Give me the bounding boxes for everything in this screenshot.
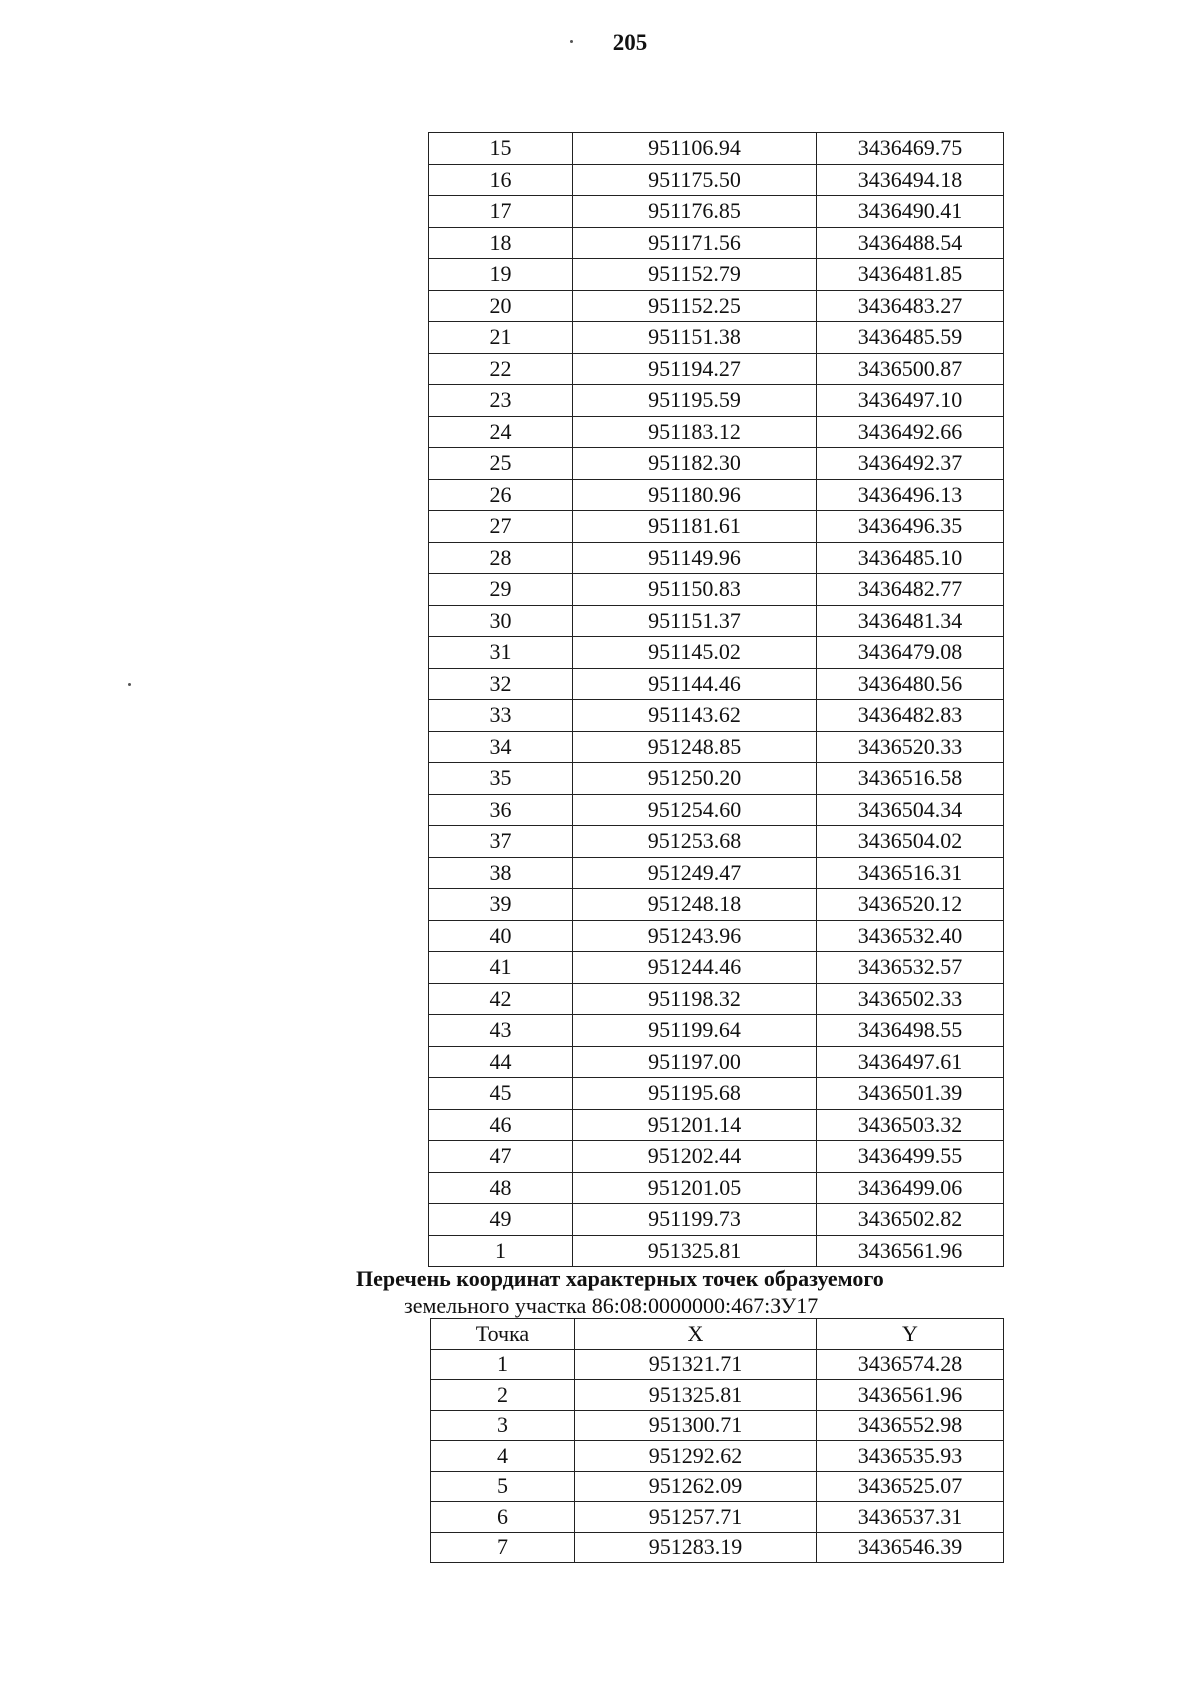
table-row <box>429 1078 1004 1110</box>
table-row <box>429 857 1004 889</box>
y-coordinate-cell: 3436546.39 <box>817 1532 1004 1563</box>
point-number-cell: 7 <box>431 1532 575 1563</box>
table-caption-line2: земельного участка 86:08:0000000:467:ЗУ17 <box>404 1293 819 1318</box>
table-row <box>429 448 1004 480</box>
y-coordinate-cell: 3436561.96 <box>817 1235 1004 1267</box>
x-coordinate-cell: 951181.61 <box>573 511 817 543</box>
table-row <box>429 794 1004 826</box>
point-number-cell: 29 <box>429 574 573 606</box>
x-coordinate-cell: 951325.81 <box>573 1235 817 1267</box>
y-coordinate-cell: 3436525.07 <box>817 1471 1004 1502</box>
table-row <box>429 983 1004 1015</box>
x-coordinate-cell: 951144.46 <box>573 668 817 700</box>
x-coordinate-cell: 951201.14 <box>573 1109 817 1141</box>
point-number-cell: 40 <box>429 920 573 952</box>
y-coordinate-cell: 3436520.33 <box>817 731 1004 763</box>
point-number-cell: 30 <box>429 605 573 637</box>
x-coordinate-cell: 951300.71 <box>575 1410 817 1441</box>
table-row <box>429 574 1004 606</box>
y-coordinate-cell: 3436537.31 <box>817 1502 1004 1533</box>
point-number-cell: 5 <box>431 1471 575 1502</box>
x-coordinate-cell: 951243.96 <box>573 920 817 952</box>
y-coordinate-cell: 3436492.66 <box>817 416 1004 448</box>
point-number-cell: 31 <box>429 637 573 669</box>
table-header-row <box>431 1319 1004 1350</box>
table-row <box>429 952 1004 984</box>
x-coordinate-cell: 951175.50 <box>573 164 817 196</box>
point-number-cell: 24 <box>429 416 573 448</box>
table-row <box>429 322 1004 354</box>
x-coordinate-cell: 951195.68 <box>573 1078 817 1110</box>
x-coordinate-cell: 951202.44 <box>573 1141 817 1173</box>
x-coordinate-cell: 951182.30 <box>573 448 817 480</box>
table-row <box>429 227 1004 259</box>
table-row <box>429 542 1004 574</box>
table-row <box>429 920 1004 952</box>
x-coordinate-cell: 951143.62 <box>573 700 817 732</box>
table-row <box>429 1204 1004 1236</box>
x-coordinate-cell: 951257.71 <box>575 1502 817 1533</box>
table-row <box>429 1015 1004 1047</box>
point-number-cell: 28 <box>429 542 573 574</box>
point-number-cell: 42 <box>429 983 573 1015</box>
table-row <box>431 1380 1004 1411</box>
table-row <box>429 889 1004 921</box>
table-row <box>431 1471 1004 1502</box>
y-coordinate-cell: 3436501.39 <box>817 1078 1004 1110</box>
x-coordinate-cell: 951152.79 <box>573 259 817 291</box>
x-coordinate-cell: 951152.25 <box>573 290 817 322</box>
x-coordinate-cell: 951249.47 <box>573 857 817 889</box>
table-row <box>429 1172 1004 1204</box>
y-coordinate-cell: 3436499.55 <box>817 1141 1004 1173</box>
y-coordinate-cell: 3436532.57 <box>817 952 1004 984</box>
x-coordinate-cell: 951253.68 <box>573 826 817 858</box>
y-coordinate-cell: 3436535.93 <box>817 1441 1004 1472</box>
x-coordinate-cell: 951195.59 <box>573 385 817 417</box>
table-row <box>429 385 1004 417</box>
point-number-cell: 45 <box>429 1078 573 1110</box>
x-coordinate-cell: 951262.09 <box>575 1471 817 1502</box>
x-coordinate-cell: 951106.94 <box>573 133 817 165</box>
table-row <box>429 826 1004 858</box>
y-coordinate-cell: 3436483.27 <box>817 290 1004 322</box>
table-row <box>431 1441 1004 1472</box>
table-row <box>429 1235 1004 1267</box>
x-coordinate-cell: 951199.73 <box>573 1204 817 1236</box>
table-row <box>429 479 1004 511</box>
point-number-cell: 39 <box>429 889 573 921</box>
x-coordinate-cell: 951149.96 <box>573 542 817 574</box>
table-row <box>429 511 1004 543</box>
y-coordinate-cell: 3436497.10 <box>817 385 1004 417</box>
y-coordinate-cell: 3436469.75 <box>817 133 1004 165</box>
x-coordinate-cell: 951292.62 <box>575 1441 817 1472</box>
x-coordinate-cell: 951145.02 <box>573 637 817 669</box>
point-number-cell: 32 <box>429 668 573 700</box>
table-row <box>429 1046 1004 1078</box>
point-number-cell: 3 <box>431 1410 575 1441</box>
table-row <box>431 1502 1004 1533</box>
point-number-cell: 49 <box>429 1204 573 1236</box>
y-coordinate-cell: 3436500.87 <box>817 353 1004 385</box>
y-coordinate-cell: 3436494.18 <box>817 164 1004 196</box>
point-number-cell: 22 <box>429 353 573 385</box>
y-coordinate-cell: 3436482.83 <box>817 700 1004 732</box>
table-row <box>429 605 1004 637</box>
y-coordinate-cell: 3436488.54 <box>817 227 1004 259</box>
x-coordinate-cell: 951283.19 <box>575 1532 817 1563</box>
table-row <box>429 290 1004 322</box>
point-number-cell: 25 <box>429 448 573 480</box>
page-number: 205 <box>612 30 648 55</box>
x-coordinate-cell: 951199.64 <box>573 1015 817 1047</box>
table-row <box>429 668 1004 700</box>
y-coordinate-cell: 3436504.34 <box>817 794 1004 826</box>
x-coordinate-cell: 951180.96 <box>573 479 817 511</box>
coordinates-table-body <box>429 133 1004 1267</box>
header-point: Точка <box>431 1319 575 1350</box>
table-row <box>429 133 1004 165</box>
x-coordinate-cell: 951201.05 <box>573 1172 817 1204</box>
point-number-cell: 48 <box>429 1172 573 1204</box>
point-number-cell: 36 <box>429 794 573 826</box>
point-number-cell: 19 <box>429 259 573 291</box>
point-number-cell: 23 <box>429 385 573 417</box>
point-number-cell: 41 <box>429 952 573 984</box>
y-coordinate-cell: 3436574.28 <box>817 1349 1004 1380</box>
y-coordinate-cell: 3436552.98 <box>817 1410 1004 1441</box>
y-coordinate-cell: 3436503.32 <box>817 1109 1004 1141</box>
table-row <box>429 416 1004 448</box>
point-number-cell: 34 <box>429 731 573 763</box>
x-coordinate-cell: 951171.56 <box>573 227 817 259</box>
x-coordinate-cell: 951151.38 <box>573 322 817 354</box>
y-coordinate-cell: 3436498.55 <box>817 1015 1004 1047</box>
point-number-cell: 21 <box>429 322 573 354</box>
coordinates-table-continued <box>428 132 1004 1267</box>
table-row <box>429 1141 1004 1173</box>
x-coordinate-cell: 951197.00 <box>573 1046 817 1078</box>
x-coordinate-cell: 951250.20 <box>573 763 817 795</box>
table-row <box>429 259 1004 291</box>
table-row <box>429 353 1004 385</box>
x-coordinate-cell: 951151.37 <box>573 605 817 637</box>
y-coordinate-cell: 3436532.40 <box>817 920 1004 952</box>
point-number-cell: 4 <box>431 1441 575 1472</box>
point-number-cell: 1 <box>429 1235 573 1267</box>
x-coordinate-cell: 951244.46 <box>573 952 817 984</box>
y-coordinate-cell: 3436480.56 <box>817 668 1004 700</box>
table-row <box>429 164 1004 196</box>
table-row <box>429 731 1004 763</box>
table-row <box>431 1532 1004 1563</box>
y-coordinate-cell: 3436485.10 <box>817 542 1004 574</box>
y-coordinate-cell: 3436485.59 <box>817 322 1004 354</box>
x-coordinate-cell: 951198.32 <box>573 983 817 1015</box>
point-number-cell: 37 <box>429 826 573 858</box>
table-row <box>429 196 1004 228</box>
coordinates-table-body <box>431 1349 1004 1563</box>
point-number-cell: 1 <box>431 1349 575 1380</box>
point-number-cell: 38 <box>429 857 573 889</box>
y-coordinate-cell: 3436561.96 <box>817 1380 1004 1411</box>
scan-speck <box>128 683 131 686</box>
y-coordinate-cell: 3436516.31 <box>817 857 1004 889</box>
point-number-cell: 18 <box>429 227 573 259</box>
point-number-cell: 26 <box>429 479 573 511</box>
y-coordinate-cell: 3436479.08 <box>817 637 1004 669</box>
x-coordinate-cell: 951248.18 <box>573 889 817 921</box>
point-number-cell: 47 <box>429 1141 573 1173</box>
point-number-cell: 17 <box>429 196 573 228</box>
scan-speck <box>570 40 573 43</box>
header-y: Y <box>817 1319 1004 1350</box>
x-coordinate-cell: 951183.12 <box>573 416 817 448</box>
y-coordinate-cell: 3436496.35 <box>817 511 1004 543</box>
table-row <box>429 1109 1004 1141</box>
table-row <box>429 637 1004 669</box>
y-coordinate-cell: 3436520.12 <box>817 889 1004 921</box>
table-row <box>429 763 1004 795</box>
point-number-cell: 35 <box>429 763 573 795</box>
point-number-cell: 2 <box>431 1380 575 1411</box>
table-row <box>429 700 1004 732</box>
point-number-cell: 6 <box>431 1502 575 1533</box>
table-row <box>431 1349 1004 1380</box>
point-number-cell: 16 <box>429 164 573 196</box>
y-coordinate-cell: 3436504.02 <box>817 826 1004 858</box>
x-coordinate-cell: 951325.81 <box>575 1380 817 1411</box>
point-number-cell: 15 <box>429 133 573 165</box>
y-coordinate-cell: 3436482.77 <box>817 574 1004 606</box>
y-coordinate-cell: 3436516.58 <box>817 763 1004 795</box>
x-coordinate-cell: 951176.85 <box>573 196 817 228</box>
point-number-cell: 43 <box>429 1015 573 1047</box>
table-row <box>431 1410 1004 1441</box>
point-number-cell: 20 <box>429 290 573 322</box>
coordinates-table-zu17 <box>430 1318 1004 1563</box>
y-coordinate-cell: 3436496.13 <box>817 479 1004 511</box>
header-x: X <box>575 1319 817 1350</box>
point-number-cell: 33 <box>429 700 573 732</box>
y-coordinate-cell: 3436502.82 <box>817 1204 1004 1236</box>
y-coordinate-cell: 3436492.37 <box>817 448 1004 480</box>
x-coordinate-cell: 951150.83 <box>573 574 817 606</box>
y-coordinate-cell: 3436497.61 <box>817 1046 1004 1078</box>
point-number-cell: 27 <box>429 511 573 543</box>
x-coordinate-cell: 951194.27 <box>573 353 817 385</box>
x-coordinate-cell: 951248.85 <box>573 731 817 763</box>
y-coordinate-cell: 3436499.06 <box>817 1172 1004 1204</box>
y-coordinate-cell: 3436481.85 <box>817 259 1004 291</box>
x-coordinate-cell: 951254.60 <box>573 794 817 826</box>
y-coordinate-cell: 3436481.34 <box>817 605 1004 637</box>
point-number-cell: 46 <box>429 1109 573 1141</box>
y-coordinate-cell: 3436490.41 <box>817 196 1004 228</box>
point-number-cell: 44 <box>429 1046 573 1078</box>
x-coordinate-cell: 951321.71 <box>575 1349 817 1380</box>
table-caption-line1: Перечень координат характерных точек образуемого <box>356 1266 884 1291</box>
y-coordinate-cell: 3436502.33 <box>817 983 1004 1015</box>
